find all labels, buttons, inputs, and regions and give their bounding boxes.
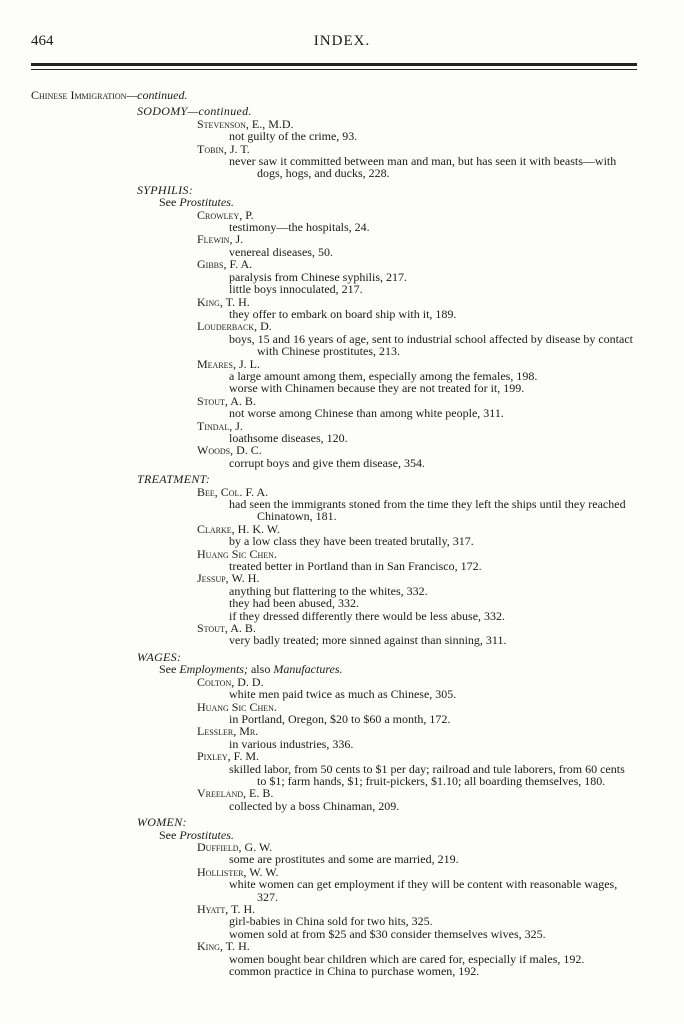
index-entry: not guilty of the crime, 93.: [229, 129, 358, 144]
witness-name: King, T. H.: [197, 294, 250, 309]
index-entry: women bought bear children which are cared for, especially if males, 192.: [229, 951, 585, 966]
see-target: Manufactures.: [273, 662, 343, 677]
index-entry: never saw it committed between man and man, but has seen it with beasts—with dogs, hogs, and ducks, 228.: [229, 154, 617, 181]
see-prefix: See: [159, 662, 180, 677]
index-entry: skilled labor, from 50 cents to $1 per day; railroad and tule laborers, from 60 cents to $1; farm hands, $1; fruit-pickers, $1.10; all boarding themselves, 180.: [229, 761, 625, 788]
see-target: Prostitutes.: [179, 195, 234, 210]
witness-name: Crowley, P.: [197, 207, 254, 222]
index-entry: girl-babies in China sold for two hits, 325.: [229, 914, 433, 929]
header-rule-thin: [31, 69, 637, 70]
index-entry: they had been abused, 332.: [229, 596, 359, 611]
section-heading: TREATMENT:: [137, 472, 211, 487]
index-section: [31, 184, 637, 469]
index-entry: very badly treated; more sinned against than sinning, 311.: [229, 633, 507, 648]
index-entry: corrupt boys and give them disease, 354.: [229, 455, 425, 470]
witness-name: Woods, D. C.: [197, 443, 262, 458]
section-heading: SYPHILIS:: [137, 182, 194, 197]
main-heading: [31, 89, 637, 101]
index-entry: if they dressed differently there would be less abuse, 332.: [229, 608, 506, 623]
section-heading: WAGES:: [137, 649, 182, 664]
witness-name: Flewin, J.: [197, 232, 244, 247]
index-entry: venereal diseases, 50.: [229, 244, 333, 259]
index-entry: had seen the immigrants stoned from the time they left the ships until they reached Chinatown, 181.: [229, 497, 626, 524]
witness-name: Pixley, F. M.: [197, 749, 260, 764]
index-entry: not worse among Chinese than among white people, 311.: [229, 406, 504, 421]
witness-name: Meares, J. L.: [197, 356, 261, 371]
witness-name: Hollister, W. W.: [197, 864, 279, 879]
page-number: 464: [31, 33, 54, 49]
index-sections: [31, 105, 637, 977]
index-entry: loathsome diseases, 120.: [229, 430, 348, 445]
index-entry: white women can get employment if they will be content with reasonable wages, 327.: [229, 877, 618, 904]
index-entry: little boys innoculated, 217.: [229, 282, 363, 297]
running-head: INDEX.: [313, 33, 371, 49]
index-section: [31, 816, 637, 977]
witness-name: Huang Sic Chen.: [197, 546, 277, 561]
index-entry: a large amount among them, especially among the females, 198.: [229, 368, 538, 383]
index-entry: treated better in Portland than in San Francisco, 172.: [229, 559, 482, 574]
index-section: [31, 473, 637, 647]
witness-name: Hyatt, T. H.: [197, 902, 256, 916]
index-entry: they offer to embark on board ship with it, 189.: [229, 306, 457, 321]
index-entry: women sold at from $25 and $30 consider themselves wives, 325.: [229, 926, 546, 941]
see-target: Employments;: [179, 662, 248, 677]
section-heading: WOMEN:: [137, 815, 187, 830]
witness-name: Clarke, H. K. W.: [197, 521, 281, 536]
index-entry: white men paid twice as much as Chinese, 305.: [229, 687, 457, 702]
witness-name: Lessler, Mr.: [197, 724, 259, 739]
witness-name: Bee, Col. F. A.: [197, 484, 269, 499]
witness-name: Tobin, J. T.: [197, 141, 250, 156]
see-reference: [159, 196, 637, 208]
index-entry: worse with Chinamen because they are not treated for it, 199.: [229, 381, 525, 396]
witness-name: Stevenson, E., M.D.: [197, 116, 294, 131]
see-connector: also: [247, 662, 274, 677]
see-prefix: See: [159, 827, 180, 842]
index-entry: paralysis from Chinese syphilis, 217.: [229, 269, 407, 284]
index-entry: in Portland, Oregon, $20 to $60 a month, 172.: [229, 711, 451, 726]
index-entry: anything but flattering to the whites, 332.: [229, 583, 428, 598]
witness-name: Jessup, W. H.: [197, 571, 260, 586]
witness-name: Stout, A. B.: [197, 393, 256, 408]
index-entry: by a low class they have been treated brutally, 317.: [229, 534, 474, 549]
index-section: [31, 651, 637, 812]
index-entry: boys, 15 and 16 years of age, sent to industrial school affected by disease by contact with Chinese prostitutes, 213.: [229, 331, 633, 359]
index-entry: collected by a boss Chinaman, 209.: [229, 798, 400, 813]
witness-name: King, T. H.: [197, 939, 250, 954]
index-entry: some are prostitutes and some are married, 219.: [229, 852, 459, 867]
index-entry: testimony—the hospitals, 24.: [229, 220, 370, 235]
witness-name: Tindal, J.: [197, 418, 243, 433]
see-prefix: See: [159, 195, 180, 210]
see-target: Prostitutes.: [179, 827, 234, 842]
section-heading: SODOMY—continued.: [137, 104, 252, 119]
witness-name: Huang Sic Chen.: [197, 699, 277, 714]
main-heading-suffix: —continued.: [126, 88, 188, 102]
see-reference: [159, 663, 637, 675]
main-heading-name: Chinese Immigration: [31, 88, 127, 102]
index-content: [31, 89, 637, 977]
index-entry: common practice in China to purchase women, 192.: [229, 964, 480, 979]
witness-name: Duffield, G. W.: [197, 839, 273, 854]
witness-name: Gibbs, F. A.: [197, 257, 253, 272]
index-entry: in various industries, 336.: [229, 736, 354, 751]
index-section: [31, 105, 637, 179]
witness-name: Vreeland, E. B.: [197, 786, 274, 801]
witness-name: Colton, D. D.: [197, 674, 264, 689]
witness-name: Stout, A. B.: [197, 621, 256, 636]
witness-name: Louderback, D.: [197, 319, 272, 334]
header-rule-thick: [31, 63, 637, 66]
